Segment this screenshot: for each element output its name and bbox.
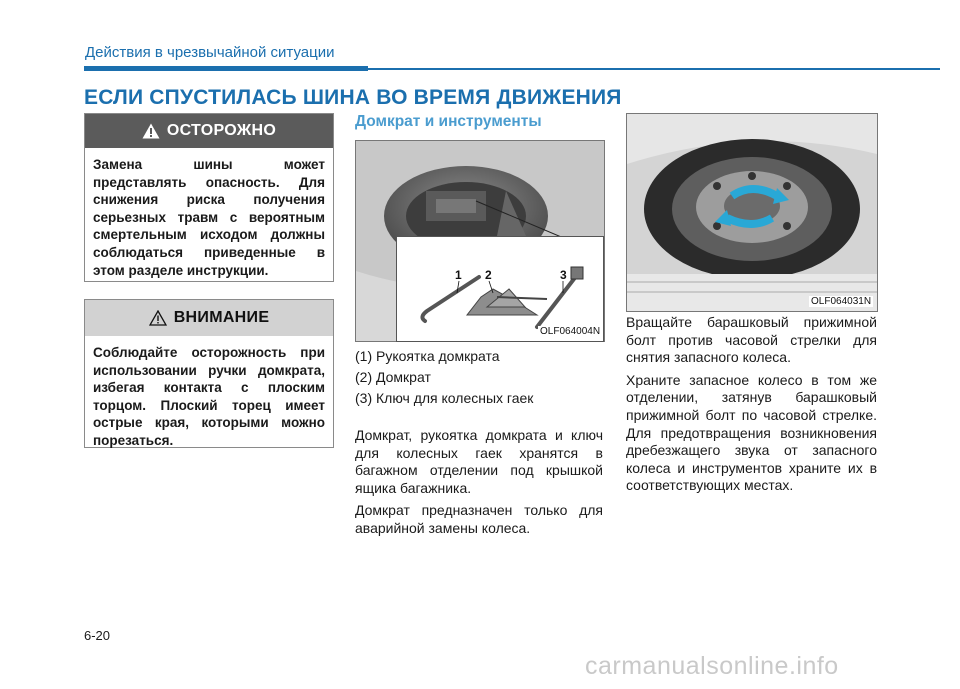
header-rule-thin (368, 68, 940, 70)
notice-text: Соблюдайте осторожность при использовании ручки домкрата, избегая контакта с плоским торцом. Плоский торец имеет острые края, которыми можно порезаться. (93, 345, 325, 448)
list-item: (1) Рукоятка домкрата (355, 348, 500, 364)
page-title: ЕСЛИ СПУСТИЛАСЬ ШИНА ВО ВРЕМЯ ДВИЖЕНИЯ (84, 86, 622, 109)
page-number: 6-20 (84, 628, 111, 643)
jack-paragraphs (355, 427, 603, 543)
header-rule-thick (84, 66, 368, 71)
jack-figure-code: OLF064004N (540, 326, 601, 337)
warning-triangle-icon (142, 123, 160, 139)
callout-2: 2 (485, 268, 492, 282)
jack-section-title: Домкрат и инструменты (355, 113, 542, 130)
callout-1: 1 (455, 268, 462, 282)
paragraph: Домкрат, рукоятка домкрата и ключ для колесных гаек хранятся в багажном отделении под крышкой ящика багажника. (355, 427, 603, 496)
spare-wheel-illustration (627, 114, 877, 311)
notice-title: ВНИМАНИЕ (173, 309, 270, 326)
spare-wheel-figure (626, 113, 878, 312)
spare-paragraphs (626, 314, 877, 500)
watermark: carmanualsonline.info (585, 652, 839, 680)
section-header: Действия в чрезвычайной ситуации (85, 44, 335, 61)
list-item: (3) Ключ для колесных гаек (355, 390, 534, 406)
notice-box (84, 299, 334, 448)
jack-items-list (355, 346, 603, 409)
paragraph: Вращайте барашковый прижимной болт против часовой стрелки для снятия запасного колеса. (626, 314, 877, 366)
caution-box (84, 113, 334, 282)
list-item: (2) Домкрат (355, 369, 431, 385)
warning-triangle-outline-icon (149, 310, 167, 326)
caution-text: Замена шины может представлять опасность. Для снижения риска получения серьезных травм с вероятным смертельным исходом должны соблюдаться приведенные в этом разделе инструкции. (93, 157, 325, 278)
spare-figure-code: OLF064031N (811, 296, 872, 307)
paragraph: Храните запасное колесо в том же отделении, затянув барашковый прижимной болт по часовой стрелке. Для предотвращения возникновения дребезжащего звука от запасного колеса и инструментов храните их в соответствующих местах. (626, 371, 877, 494)
caution-header (85, 114, 333, 148)
paragraph: Домкрат предназначен только для аварийной замены колеса. (355, 502, 603, 536)
callout-3: 3 (560, 268, 567, 282)
caution-title: ОСТОРОЖНО (166, 122, 277, 139)
notice-header (85, 300, 333, 336)
